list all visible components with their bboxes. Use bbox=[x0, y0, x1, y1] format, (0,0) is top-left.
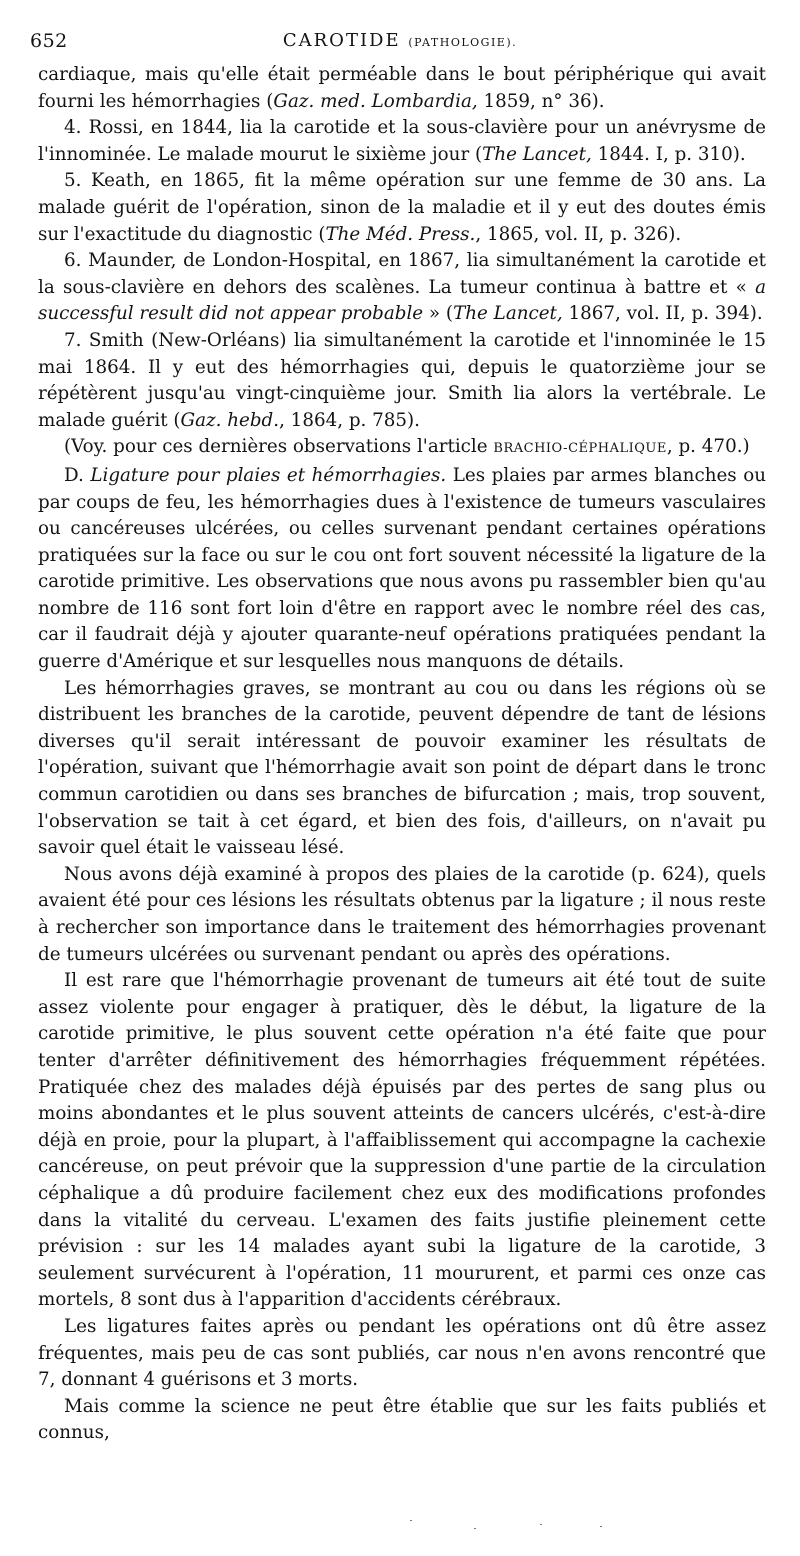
paragraph bbox=[38, 1314, 766, 1394]
running-title-subtitle: (PATHOLOGIE). bbox=[408, 36, 518, 49]
italic-text: The Lancet, bbox=[453, 303, 563, 325]
text-run: Les hémorrhagies graves, se montrant au cou ou dans les régions où se distribuent les branches de la carotide, peuvent dépendre de tant de lésions diverses qu'il serait intéressant de pouvoir examiner les résultats de l'opération, suivant que l'hémorrhagie avait son point de départ dans le tronc commun carotidien ou dans ses branches de bifurcation ; mais, trop souvent, l'observation se tait à cet égard, et bien des fois, d'ailleurs, on n'avait pu savoir quel était le vaisseau lésé. bbox=[38, 677, 766, 859]
paragraph bbox=[38, 676, 766, 862]
text-run: 4. Rossi, en 1844, lia la carotide et la sous-clavière pour un anévrysme de l'innominée. Le malade mourut le sixième jour ( bbox=[38, 117, 766, 165]
italic-text: Gaz. hebd. bbox=[180, 409, 280, 431]
text-run: 7. Smith (New-Orléans) lia simultanément la carotide et l'innominée le 15 mai 1864. Il y eut des hémorrhagies qui, depuis le quatorzième jour se répétèrent jusqu'au vingt-cinquième jour. Smith lia alors la vertébrale. Le malade guérit ( bbox=[38, 329, 766, 431]
text-run: 5. Keath, en 1865, fit la même opération sur une femme de 30 ans. La malade guérit de l'opération, sinon de la maladie et il y eut des doutes émis sur l'exactitude du diagnostic ( bbox=[38, 170, 766, 245]
paragraph bbox=[38, 968, 766, 1314]
italic-text: Gaz. med. Lombardia, bbox=[273, 90, 478, 112]
running-title-main: CAROTIDE bbox=[282, 30, 401, 51]
text-run: , 1864, p. 785). bbox=[279, 409, 420, 431]
paragraph bbox=[38, 434, 766, 463]
paragraph bbox=[38, 168, 766, 248]
paragraph bbox=[38, 328, 766, 434]
paragraph bbox=[38, 115, 766, 168]
running-header bbox=[30, 30, 770, 62]
text-run: Il est rare que l'hémorrhagie provenant de tumeurs ait été tout de suite assez violente pour engager à pratiquer, dès le début, la ligature de la carotide primitive, le plus souvent cette opération n'a été faite que pour tenter d'arrêter définitivement des hémorrhagies fréquemment répétées. Pratiquée chez des malades déjà épuisés par des pertes de sang plus ou moins abondantes et le plus souvent atteints de cancers ulcérés, c'est-à-dire déjà en proie, pour la plupart, à l'affaiblissement qui accompagne la cachexie cancéreuse, on peut prévoir que la suppression d'une partie de la circulation céphalique a dû produire facilement chez eux des modifications profondes dans la vitalité du cerveau. L'examen des faits justifie pleinement cette prévision : sur les 14 malades ayant subi la ligature de la carotide, 3 seulement survécurent à l'opération, 11 moururent, et parmi ces onze cas mortels, 8 sont dus à l'apparition d'accidents cérébraux. bbox=[38, 970, 766, 1311]
text-run: (Voy. pour ces dernières observations l'article bbox=[64, 436, 494, 458]
text-run: 1859, n° 36). bbox=[477, 90, 605, 112]
italic-text: The Méd. Press. bbox=[325, 223, 476, 245]
page-number: 652 bbox=[30, 30, 68, 52]
small-caps-text: BRACHIO-CÉPHALIQUE bbox=[493, 441, 667, 457]
text-run: Nous avons déjà examiné à propos des plaies de la carotide (p. 624), quels avaient été pour ces lésions les résultats obtenus par la ligature ; il nous reste à rechercher son importance dans le traitement des hémorrhagies provenant de tumeurs ulcérées ou survenant pendant ou après des opérations. bbox=[38, 863, 766, 965]
paragraph bbox=[38, 62, 766, 115]
text-run: 6. Maunder, de London-Hospital, en 1867, lia simultanément la carotide et la sous-clavière en dehors des scalènes. La tumeur continua à battre et « bbox=[38, 250, 766, 298]
text-run: Les ligatures faites après ou pendant les opérations ont dû être assez fréquentes, mais peu de cas sont publiés, car nous n'en avons rencontré que 7, donnant 4 guérisons et 3 morts. bbox=[38, 1315, 766, 1391]
text-run: 1867, vol. II, p. 394). bbox=[562, 303, 763, 325]
text-run: 1844. I, p. 310). bbox=[591, 143, 746, 165]
text-run: Les plaies par armes blanches ou par coups de feu, les hémorrhagies dues à l'existence de tumeurs vasculaires ou cancéreuses ulcérées, ou celles survenant pendant certaines opérations pratiquées sur la face ou sur le cou ont fort souvent nécessité la ligature de la carotide primitive. Les observations que nous avons pu rassembler bien qu'au nombre de 116 sont fort loin d'être en rapport avec le nombre réel des cas, car il faudrait déjà y ajouter quarante-neuf opérations pratiquées pendant la guerre d'Amérique et sur lesquelles nous manquons de détails. bbox=[38, 464, 766, 673]
text-run: cardiaque, mais qu'elle était perméable dans le bout périphérique qui avait fourni les hémorrhagies ( bbox=[38, 64, 766, 112]
paragraph bbox=[38, 248, 766, 328]
text-run: Mais comme la science ne peut être établie que sur les faits publiés et connus, bbox=[38, 1395, 766, 1444]
paragraph bbox=[38, 463, 766, 676]
text-run: , p. 470.) bbox=[666, 436, 750, 458]
text-run: , 1865, vol. II, p. 326). bbox=[475, 223, 682, 245]
paragraph bbox=[38, 862, 766, 968]
paragraph bbox=[38, 1394, 766, 1447]
italic-text: The Lancet, bbox=[482, 143, 592, 165]
body-text bbox=[38, 62, 766, 1447]
italic-text: a successful result did not appear probable bbox=[38, 276, 766, 325]
text-run: » ( bbox=[423, 303, 454, 325]
text-run: D. bbox=[64, 464, 91, 486]
running-title bbox=[30, 30, 770, 51]
italic-text: Ligature pour plaies et hémorrhagies. bbox=[90, 464, 447, 486]
